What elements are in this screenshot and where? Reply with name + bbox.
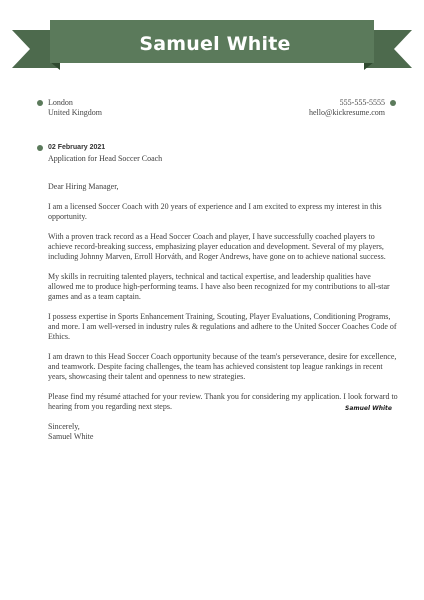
- bullet-dot-icon: [390, 100, 396, 106]
- letter-closing-name: Samuel White: [48, 432, 94, 441]
- letter-paragraph: My skills in recruiting talented players, technical and tactical expertise, and leadership qualities have allowed me to produce high-performing teams. I have also been recognized for my contributions to all-star games and as a team captain.: [48, 272, 390, 301]
- bullet-dot-icon: [37, 100, 43, 106]
- letter-paragraph: I possess expertise in Sports Enhancement Training, Scouting, Player Evaluations, Conditioning Programs, and more. I am well-versed in industry rules & regulations and adhere to the United Soccer Coaches Code of Ethics.: [48, 312, 397, 341]
- contact-phone: 555-555-5555: [339, 98, 385, 107]
- letter-paragraph: With a proven track record as a Head Soccer Coach and player, I have successfully coached players to achieve record-breaking success, emphasizing player education and development. Several of my players, including Johnny Marven, Erroll Horváth, and Roger Andrews, have gone on to achieve national success.: [48, 232, 386, 261]
- letter-body: [48, 144, 398, 442]
- contact-country: United Kingdom: [48, 108, 102, 117]
- contact-city: London: [48, 98, 73, 107]
- header-ribbon: [0, 0, 424, 80]
- letter-paragraph: I am drawn to this Head Soccer Coach opportunity because of the team's perseverance, desire for excellence, and teamwork. Despite facing challenges, the team has achieved consistent top league rankings in recent years, showcasing their talent and openness to new strategies.: [48, 352, 397, 381]
- contact-details: [309, 98, 396, 118]
- contact-address: [37, 98, 102, 118]
- bullet-dot-icon: [37, 145, 43, 151]
- letter-paragraph: Please find my résumé attached for your review. Thank you for considering my application. I look forward to hearing from you regarding next steps.: [48, 392, 398, 411]
- signature: Samuel White: [345, 405, 392, 412]
- letter-paragraph: I am a licensed Soccer Coach with 20 years of experience and I am excited to express my interest in this opportunity.: [48, 202, 382, 221]
- page-title: Samuel White: [139, 33, 291, 55]
- letter-greeting: Dear Hiring Manager,: [48, 182, 119, 191]
- letter-subject: Application for Head Soccer Coach: [48, 154, 163, 163]
- letter-closing: Sincerely,: [48, 422, 80, 431]
- contact-email: hello@kickresume.com: [308, 108, 385, 117]
- letter-date: 02 February 2021: [48, 144, 106, 151]
